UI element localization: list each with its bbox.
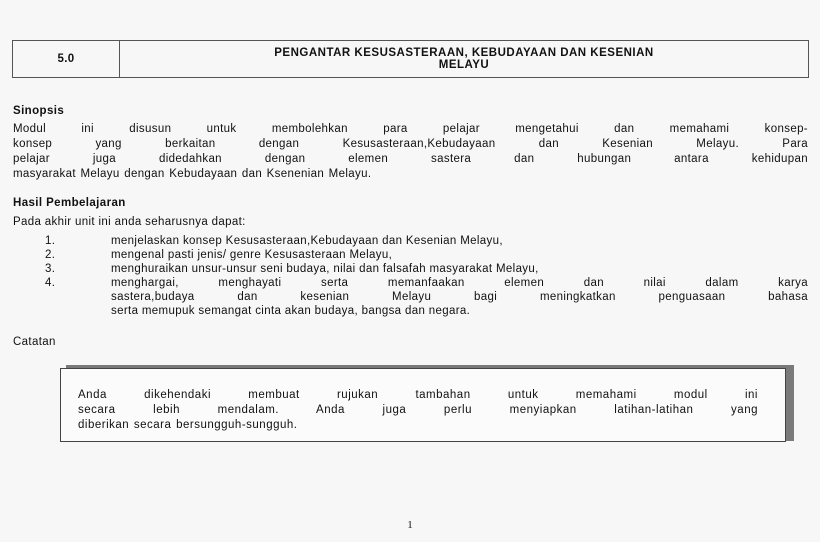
list-item-text: sastera,budaya dan kesenian Melayu bagi meningkatkan penguasaan bahasa xyxy=(111,291,808,303)
sinopsis-line: Modul ini disusun untuk membolehkan para pelajar mengetahui dan memahami konsep- xyxy=(13,123,808,135)
note-text xyxy=(78,388,758,433)
list-item-text: mengenal pasti jenis/ genre Kesusasteraan Melayu, xyxy=(111,249,393,261)
list-item-text: menghuraikan unsur-unsur seni budaya, nilai dan falsafah masyarakat Melayu, xyxy=(111,263,539,275)
section-title-line1: PENGANTAR KESUSASTERAAN, KEBUDAYAAN DAN KESENIAN xyxy=(274,47,654,59)
page-number: 1 xyxy=(407,519,413,531)
list-item xyxy=(0,234,820,248)
hasil-heading: Hasil Pembelajaran xyxy=(13,197,126,209)
catatan-label: Catatan xyxy=(13,336,56,348)
list-item-text: menjelaskan konsep Kesusasteraan,Kebudayaan dan Kesenian Melayu, xyxy=(111,235,503,247)
note-line: diberikan secara bersungguh-sungguh. xyxy=(78,419,298,431)
sinopsis-heading: Sinopsis xyxy=(13,105,65,117)
list-item-text: serta memupuk semangat cinta akan budaya, bangsa dan negara. xyxy=(111,305,471,317)
sinopsis-paragraph xyxy=(13,122,808,182)
list-item-number: 4. xyxy=(45,277,56,289)
list-item xyxy=(0,248,820,262)
section-title-line2: MELAYU xyxy=(438,59,490,71)
sinopsis-line: masyarakat Melayu dengan Kebudayaan dan Ksenenian Melayu. xyxy=(13,168,372,180)
list-item-text: menghargai, menghayati serta memanfaakan elemen dan nilai dalam karya xyxy=(111,277,808,289)
note-line: Anda dikehendaki membuat rujukan tambahan untuk memahami modul ini xyxy=(78,389,758,401)
learning-outcomes-list xyxy=(0,234,820,318)
sinopsis-line: pelajar juga didedahkan dengan elemen sastera dan hubungan antara kehidupan xyxy=(13,153,808,165)
list-item-number: 3. xyxy=(45,263,56,275)
note-box xyxy=(60,368,786,442)
list-item xyxy=(0,276,820,318)
list-item-number: 1. xyxy=(45,235,56,247)
note-line: secara lebih mendalam. Anda juga perlu menyiapkan latihan-latihan yang xyxy=(78,404,758,416)
sinopsis-line: konsep yang berkaitan dengan Kesusasteraan,Kebudayaan dan Kesenian Melayu. Para xyxy=(13,138,808,150)
section-header-table xyxy=(12,40,809,78)
list-item-number: 2. xyxy=(45,249,56,261)
list-item xyxy=(0,262,820,276)
section-title xyxy=(120,41,808,77)
hasil-intro: Pada akhir unit ini anda seharusnya dapat: xyxy=(13,216,246,228)
section-number: 5.0 xyxy=(13,41,120,77)
